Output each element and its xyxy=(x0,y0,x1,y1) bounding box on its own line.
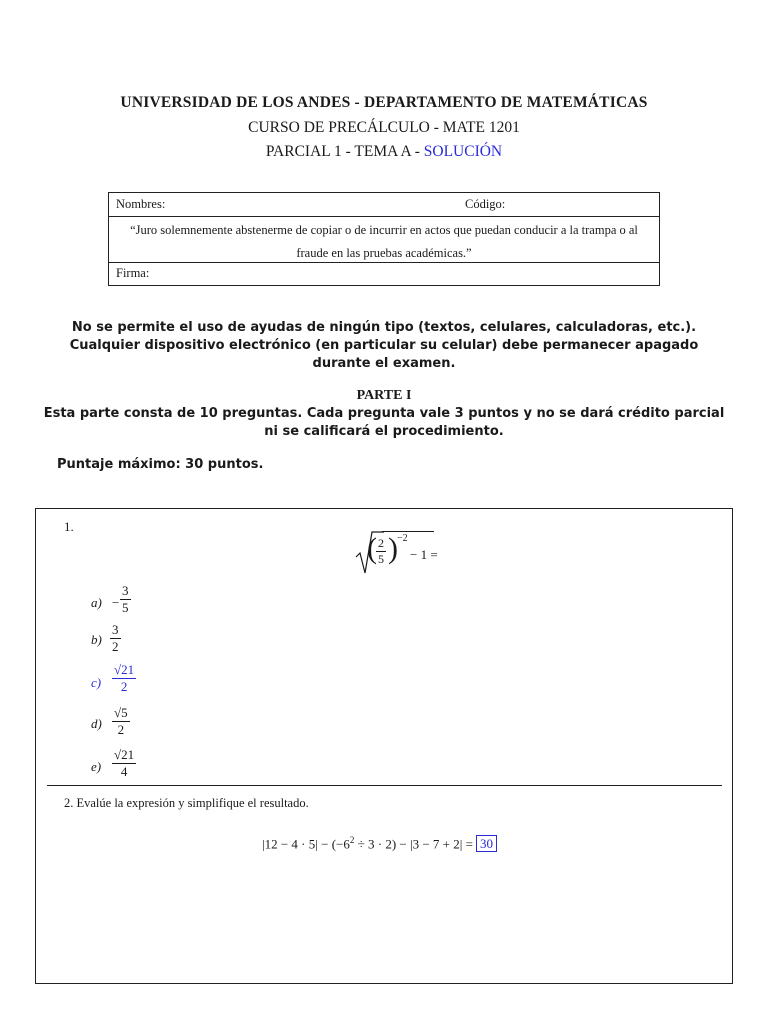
option-a-sign: − xyxy=(112,595,120,610)
course-title: CURSO DE PRECÁLCULO - MATE 1201 xyxy=(248,119,520,136)
exponent: −2 xyxy=(397,533,408,544)
q2-expr-sup: 2 xyxy=(349,835,355,845)
codigo-label: Código: xyxy=(465,197,506,211)
part-description: Esta parte consta de 10 preguntas. Cada pregunta vale 3 puntos y no se dará crédito parcial ni se calificará el procedimiento. xyxy=(43,406,725,439)
question-divider xyxy=(47,785,722,786)
oath-row xyxy=(109,216,659,263)
q2-expr-part1: |12 − 4 · 5| − (−6 xyxy=(262,836,350,852)
left-paren: ( xyxy=(367,532,377,565)
option-e-fraction: $\frac{√21}{4}$ xyxy=(114,747,135,779)
option-b-letter: b) xyxy=(91,632,102,647)
honor-oath: “Juro solemnemente abstenerme de copiar o de incurrir en actos que puedan conducir a la trampa o al fraude en las pruebas académicas.” xyxy=(130,223,638,260)
exam-title xyxy=(0,143,768,161)
questions-box xyxy=(35,508,733,984)
option-e-letter: e) xyxy=(91,759,102,774)
expr-fraction: $\frac{2}{5}$ xyxy=(378,536,384,566)
expr-tail: − 1 = xyxy=(410,547,438,562)
question-2-text: Evalúe la expresión y simplifique el resultado. xyxy=(76,796,309,810)
question-2-number: 2. xyxy=(64,796,74,810)
university-title: UNIVERSIDAD DE LOS ANDES - DEPARTAMENTO DE MATEMÁTICAS xyxy=(120,94,648,111)
question-1-expression xyxy=(354,527,474,579)
right-paren: ) xyxy=(388,532,398,565)
option-c-fraction: $\frac{√21}{2}$ xyxy=(114,662,135,694)
student-id-box xyxy=(108,192,660,286)
option-c-letter: c) xyxy=(91,675,102,690)
option-b-fraction: $\frac{3}{2}$ xyxy=(112,622,119,654)
part-title: PARTE I xyxy=(356,388,412,403)
exam-title-prefix: PARCIAL 1 - TEMA A - xyxy=(265,143,424,160)
option-d-fraction: $\frac{√5}{2}$ xyxy=(114,705,128,737)
signature-row xyxy=(109,262,659,286)
question-1-number: 1. xyxy=(64,519,74,534)
question-2-expression xyxy=(262,835,497,852)
nombres-label: Nombres: xyxy=(116,197,166,211)
option-a-fraction: $\frac{3}{5}$ xyxy=(122,583,129,615)
firma-label: Firma: xyxy=(116,266,150,280)
question-2-answer: 30 xyxy=(476,835,497,852)
max-score: Puntaje máximo: 30 puntos. xyxy=(57,457,264,472)
name-row xyxy=(109,193,659,217)
question-2-prompt xyxy=(64,796,309,811)
solution-label: SOLUCIÓN xyxy=(423,143,503,160)
option-a-letter: a) xyxy=(91,595,102,610)
option-d-letter: d) xyxy=(91,716,102,731)
q2-expr-part2: ÷ 3 · 2) − |3 − 7 + 2| = xyxy=(354,836,473,852)
rules-warning: No se permite el uso de ayudas de ningún tipo (textos, celulares, calculadoras, etc.). Cualquier dispositivo electrónico (en particular su celular) debe permanecer apagado durante el examen. xyxy=(69,320,699,371)
